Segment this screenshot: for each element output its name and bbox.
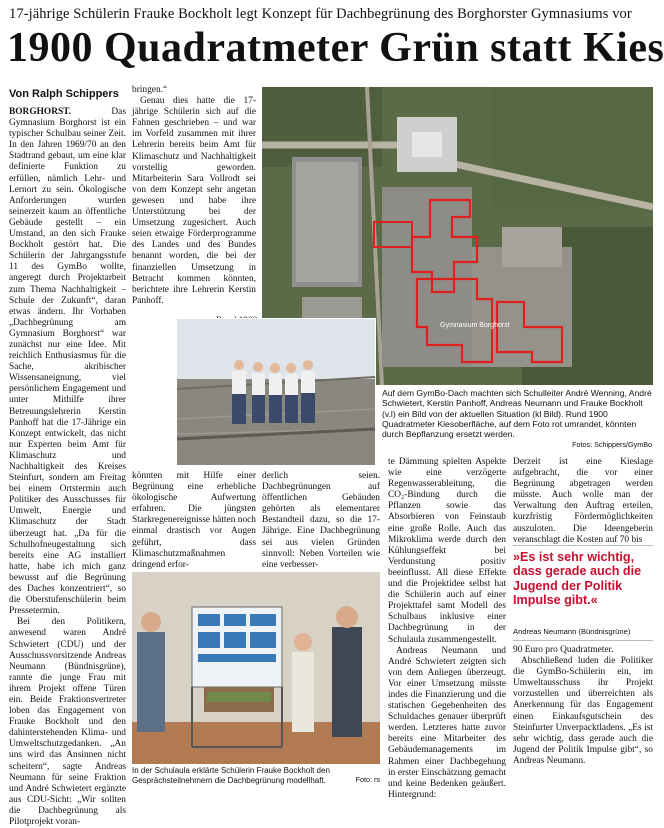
aula-photo xyxy=(132,572,380,764)
aula-scene-graphic xyxy=(132,572,380,764)
aerial-caption xyxy=(382,388,652,439)
article-column-3-upper xyxy=(262,471,380,571)
paragraph: 90 Euro pro Quadratmeter. xyxy=(513,645,614,655)
aerial-label: Gymnasium Borghorst xyxy=(440,322,510,329)
article-column-2-lower xyxy=(132,471,256,571)
pull-quote: »Es ist sehr wichtig, dass gerade auch die Jugend der Politik Impulse gibt.« xyxy=(513,550,642,608)
byline: Von Ralph Schippers xyxy=(9,88,119,100)
headline: 1900 Quadratmeter Grün statt Kies xyxy=(7,25,664,71)
article-column-3 xyxy=(388,457,506,800)
paragraph: Andreas Neumann und André Schwietert zeigten sich von dem Anliegen überzeugt. Vor einer Umsetzung müsste indes die Finanzierung und die statischen Gegebenheiten des Schuldaches genauer überprüft werden. Letzteres hatte zuvor bereits eine Mitarbeiter des Gebäudemanagements im Rahmen einer Dachbegehung in erster Einschätzung gemacht und keine Bedenken geäußert. Hintergrund: xyxy=(388,645,506,800)
dateline: BORGHORST. xyxy=(9,107,72,117)
article-column-2 xyxy=(132,85,256,319)
quote-divider-top xyxy=(513,545,653,546)
article-column-4 xyxy=(513,457,653,543)
paragraph: könnten mit Hilfe einer Begrünung eine erhebliche ökologische Aufwertung erfahren. Die jüngsten Starkregenereignisse hätten noch einmal drastisch vor Augen geführt, dass Klimaschutzmaßnahmen dringend erfor- xyxy=(132,471,256,570)
aula-credit: Foto: rs xyxy=(355,775,380,784)
quote-author: Andreas Neumann (Bündnisgrüne) xyxy=(513,627,631,636)
paragraph: Genau dies hatte die 17-jährige Schülerin sich auf die Fahnen geschrieben – und war im Vorfeld zusammen mit ihrer Lehrerin bereits beim Amt für Klimaschutz und Nachhaltigkeit vorstellig geworden. Mitarbeiterin Sara Vollrodt sei von dem Konzept sehr angetan gewesen und habe ihre Unterstützung bei der Umsetzung zugesichert. Auch seien etwaige Förderprogramme des Landes und des Bundes benannt worden, die bei der finanziellen Umsetzung in Betracht kommen könnten, berichtete ihre Lehrerin Kerstin Panhoff. xyxy=(132,96,256,306)
paragraph: Derzeit ist eine Kieslage aufgebracht, die vor einer Begrünung abgetragen werden müsste. Auch wolle man der Verwaltung den Auftrag erteilen, kurzfristig Fördermöglichkeiten auszuloten. Die Ideengeberin veranschlagt die Kosten auf 70 bis xyxy=(513,457,653,545)
paragraph: derlich seien. Dachbegrünungen auf öffentlichen Gebäuden gehörten als elementarer Bestandteil dazu, so die 17-Jährige. Eine Dachbegrünung sei aus vielen Gründen sinnvoll: Neben Vorteilen wie eine verbesser- xyxy=(262,471,380,570)
paragraph: Abschließend luden die Politiker die GymBo-Schülerin ein, im Umweltausschuss ihr Projekt vorzustellen und überreichten als Anerkennung für das Engagement einen Einkaufsgutschein des Steinfurter Unverpacktladens. „Es ist sehr wichtig, dass gerade auch die Jugend der Politik Impulse gibt“, so Andreas Neumann. xyxy=(513,656,653,766)
paragraph: Bei den Politikern, anwesend waren André Schwietert (CDU) und der Ausschussvorsitzende Andreas Neumann (Bündnisgrüne), rannte die junge Frau mit ihrem Projekt offene Türen ein. Beide Fraktionsvertreter loben das Engagement von Frauke Bockholt und den dahinterstehenden Klima- und Umweltschutzgedanken. „An uns wird das Ansinnen nicht scheitern“, sagte Andreas Neumann für seine Fraktion und André Schwietert ergänzte aus CDU-Sicht: „Wir sollten die Dachbegrünung als Pilotprojekt voran- xyxy=(9,617,126,827)
aula-caption xyxy=(132,766,347,785)
kicker: 17-jährige Schülerin Frauke Bockholt legt Konzept für Dachbegrünung des Borghorster Gymnasiums vor xyxy=(9,6,632,22)
paragraph: te Dämmung spielten Aspekte wie eine verzögerte Regenwasserableitung, die CO₂-Bindung durch die Pflanzen sowie das Absorbieren von Feinstaub eine große Rolle. Auch das Mikroklima werde durch den Kühlungseffekt bei Verdunstung positiv beeinflusst. All diese Effekte und die Projektidee selbst hat die Schülerin auch auf einer Projekttafel samt Modell des Schulbaus inklusive einer Dachbegrünung in der Schulaula zusammengestellt. xyxy=(388,457,506,645)
paragraph: Das Gymnasium Borghorst ist ein typischer Schulbau seiner Zeit. In den Jahren 1969/70 an den Stadtrand gebaut, um eine klar definierte Funktion zu erfüllen, nämlich Lehr- und Lernort zu sein. Ökologische Anforderungen wurden seinerzeit kaum an öffentliche Gebäude gestellt – ein Umstand, an den sich Frauke Bockholt gestört hat. Die Schülerin der Jahrgangsstufe 11 des GymBo wollte, angeregt durch Projektarbeit zum Thema Nachhaltigkeit – Schule der Zukunft“, daran etwas ändern. Ihr Vorhaben „Dachbegrünung am Gymnasium Borghorst“ war zunächst nur eine Idee. Mit reichlich Enthusiasmus für die Sache, akribischer Wissensaneignung, viel persönlichem Engagement und unter Mithilfe ihrer Betreuungslehrerin Kerstin Panhoff hat die 17-Jährige ein Konzept entwickelt, das nicht nur Experten beim Amt für Klimaschutz und Nachhaltigkeit des Kreises Steinfurt, sondern am Freitag bei einem Ortstermin auch Politiker des Ausschusses für Umwelt, Energie und Klimaschutz der Stadt überzeugt hat. „Da für die Schulhofneugestaltung sich bereits eine AG installiert hatte, habe ich mich ganz bewusst auf die Begrünung des Daches konzentriert“, so die Oberstufenschülerin beim Pressetermin. xyxy=(9,107,126,617)
rooftop-scene-graphic xyxy=(177,319,375,465)
rooftop-group-photo xyxy=(176,318,376,466)
article-column-4-lower xyxy=(513,645,653,783)
caption-text: Auf dem GymBo-Dach machten sich Schulleiter André Wenning, André Schwietert, Kerstin Panhoff, Andreas Neumann und Frauke Bockholt (v.l) ein Bild von der aktuellen Situation (kl Bild). Rund 1900 Quadratmeter Kiesoberfläche, auf dem Foto rot umrandet, könnten durch Bepflanzung ersetzt werden. xyxy=(382,388,652,440)
paragraph: bringen.“ xyxy=(132,85,168,95)
aerial-credit: Fotos: Schippers/GymBo xyxy=(572,440,652,449)
quote-divider-bottom xyxy=(513,640,653,641)
caption-text: In der Schulaula erklärte Schülerin Frauke Bockholt den Gesprächsteilnehmern die Dachbegrünung modellhaft. xyxy=(132,766,330,785)
article-column-1 xyxy=(9,107,126,827)
